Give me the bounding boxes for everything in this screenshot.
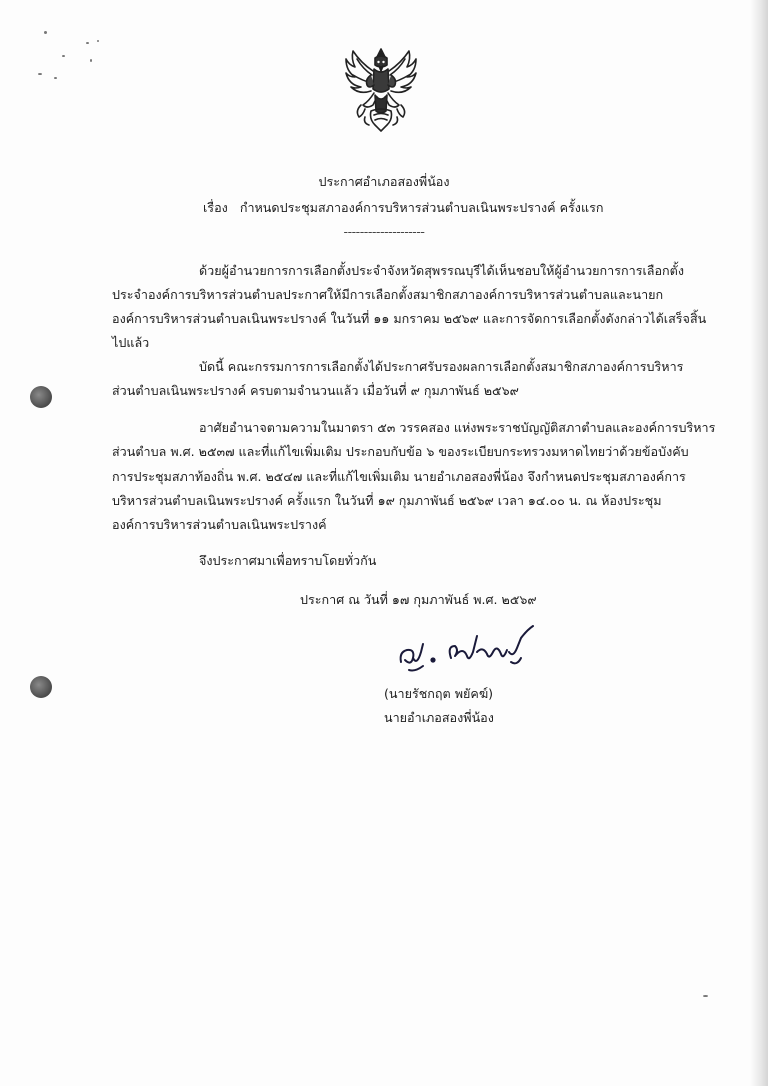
handwritten-signature (393, 622, 538, 674)
scan-speck (44, 31, 47, 34)
scan-speck (86, 42, 89, 44)
paragraph-3-line: บริหารส่วนตำบลเนินพระปรางค์ ครั้งแรก ในวันที่ ๑๙ กุมภาพันธ์ ๒๕๖๙ เวลา ๑๔.๐๐ น. ณ ห้องประชุม (112, 493, 662, 508)
scan-speck (54, 77, 57, 79)
scan-speck (90, 59, 92, 62)
scan-speck (97, 40, 99, 42)
paragraph-1-line: ไปแล้ว (112, 335, 150, 350)
paragraph-1-line: ด้วยผู้อำนวยการการเลือกตั้งประจำจังหวัดสุพรรณบุรีได้เห็นชอบให้ผู้อำนวยการการเลือกตั้ง (199, 263, 684, 278)
closing-line: จึงประกาศมาเพื่อทราบโดยทั่วกัน (199, 553, 377, 568)
scan-speck (38, 73, 42, 75)
paragraph-3-line: องค์การบริหารส่วนตำบลเนินพระปรางค์ (112, 517, 327, 532)
paragraph-1-line: องค์การบริหารส่วนตำบลเนินพระปรางค์ ในวันที่ ๑๑ มกราคม ๒๕๖๙ และการจัดการเลือกตั้งดังกล่าวได้เสร็จสิ้น (112, 311, 707, 326)
paragraph-1-line: ประจำองค์การบริหารส่วนตำบลประกาศให้มีการเลือกตั้งสมาชิกสภาองค์การบริหารส่วนตำบลและนายก (112, 287, 664, 302)
signatory-position: นายอำเภอสองพี่น้อง (384, 710, 494, 725)
subject-prefix: เรื่อง (203, 200, 228, 215)
scan-speck (62, 55, 65, 57)
dateline: ประกาศ ณ วันที่ ๑๗ กุมภาพันธ์ พ.ศ. ๒๕๖๙ (300, 592, 537, 607)
paragraph-2-line: บัดนี้ คณะกรรมการการเลือกตั้งได้ประกาศรับรองผลการเลือกตั้งสมาชิกสภาองค์การบริหาร (199, 359, 684, 374)
punch-hole (30, 676, 52, 698)
paragraph-2-line: ส่วนตำบลเนินพระปรางค์ ครบตามจำนวนแล้ว เมื่อวันที่ ๙ กุมภาพันธ์ ๒๕๖๙ (112, 383, 519, 398)
paragraph-3-line: การประชุมสภาท้องถิ่น พ.ศ. ๒๕๔๗ และที่แก้ไขเพิ่มเติม นายอำเภอสองพี่น้อง จึงกำหนดประชุมสภาองค์การ (112, 469, 686, 484)
paragraph-3-line: ส่วนตำบล พ.ศ. ๒๕๓๗ และที่แก้ไขเพิ่มเติม ประกอบกับข้อ ๖ ของระเบียบกระทรวงมหาดไทยว่าด้วยข้อบังคับ (112, 444, 689, 459)
subject-text: กำหนดประชุมสภาองค์การบริหารส่วนตำบลเนินพระปรางค์ ครั้งแรก (239, 200, 604, 215)
punch-hole (30, 386, 52, 408)
scan-speck (703, 995, 708, 997)
page-edge-shadow (750, 0, 768, 1086)
announcement-title: ประกาศอำเภอสองพี่น้อง (318, 174, 450, 189)
title-divider: -------------------- (343, 224, 425, 239)
announcement-subject (203, 198, 603, 218)
paragraph-3-line: อาศัยอำนาจตามความในมาตรา ๕๓ วรรคสอง แห่งพระราชบัญญัติสภาตำบลและองค์การบริหาร (199, 420, 716, 435)
signatory-name: (นายรัชกฤต พยัคฆ์) (384, 686, 494, 701)
garuda-emblem-icon (341, 45, 421, 135)
